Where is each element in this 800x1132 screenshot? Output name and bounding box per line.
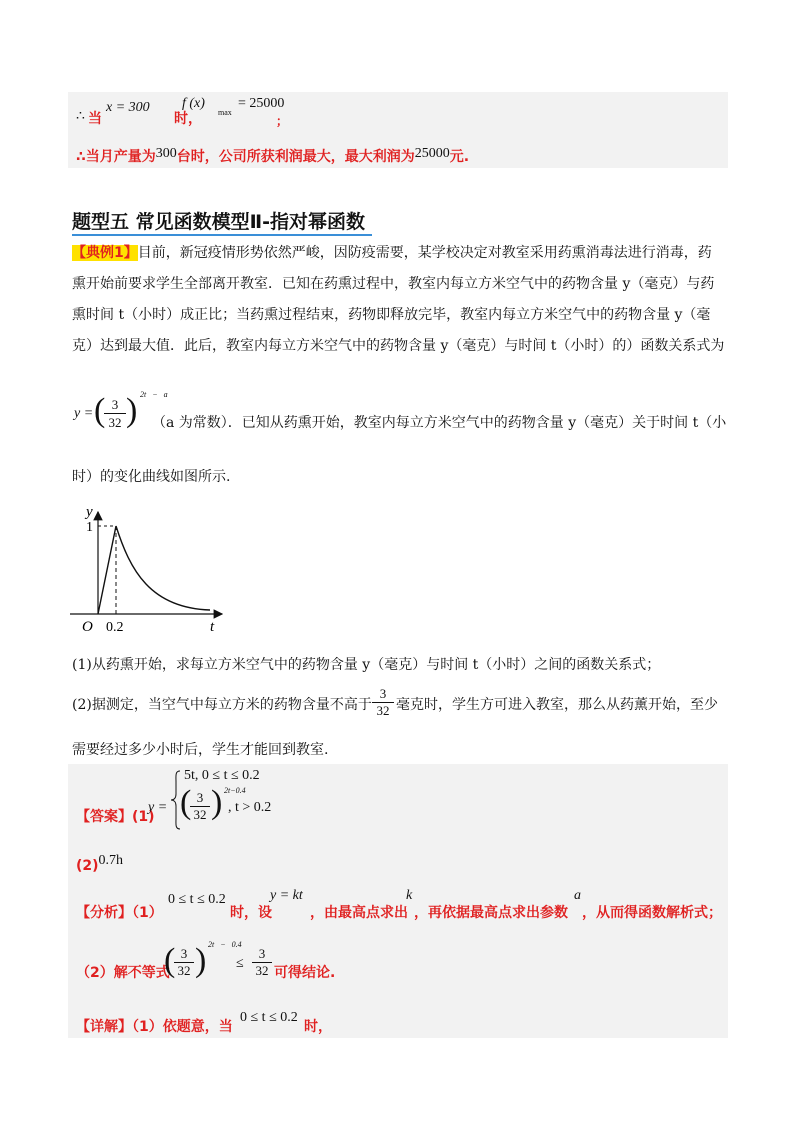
- q2-den: 32: [376, 703, 390, 718]
- case-2-fraction: [190, 790, 210, 823]
- q2-fraction: [372, 686, 394, 719]
- case-2-den: 32: [193, 807, 207, 822]
- decay-curve: [116, 526, 210, 610]
- question-1: (1)从药熏开始，求每立方米空气中的药物含量 y（毫克）与时间 t（小时）之间的函数关系式；: [72, 657, 661, 673]
- example-line5: （a 为常数）．已知从药熏开始，教室内每立方米空气中的药物含量 y（毫克）关于时间 t（小: [152, 415, 727, 431]
- q2-text-b: 毫克时，学生方可进入教室，那么从药薰开始，至少: [396, 697, 718, 713]
- formula-rparen: ): [126, 392, 138, 429]
- shi-text: 时，: [174, 111, 202, 127]
- peak-t-label: 0.2: [106, 620, 124, 635]
- analysis-label: 【分析】（1）: [76, 905, 163, 921]
- section-title: 题型五 常见函数模型Ⅱ-指对幂函数: [72, 211, 366, 233]
- example-formula: [72, 390, 168, 438]
- q2-num: 3: [372, 686, 394, 703]
- prev-answer-line1: [76, 96, 716, 130]
- when-text: 当: [88, 111, 102, 127]
- rise-segment: [98, 526, 116, 614]
- line2-text-2: 台时，公司所获利润最大，最大利润为: [176, 149, 415, 165]
- example-line4: 克）达到最大值．此后，教室内每立方米空气中的药物含量 y（毫克）与时间 t（小时）的）函数关系式为: [72, 338, 725, 354]
- ineq-den: 32: [177, 963, 191, 978]
- example-line6: 时）的变化曲线如图所示.: [72, 469, 231, 485]
- decay-graph: [70, 500, 230, 640]
- fmax-value: = 25000: [238, 96, 285, 111]
- analysis-k: k: [406, 888, 413, 903]
- line2-num-300: 300: [155, 146, 177, 161]
- semicolon: ；: [276, 114, 289, 128]
- formula-lparen: (: [94, 392, 106, 429]
- prev-answer-line2: [76, 146, 469, 166]
- example-line1: [72, 238, 732, 269]
- ineq-num: 3: [174, 946, 194, 963]
- detail-label: 【详解】（1）依题意，当: [76, 1019, 233, 1035]
- analysis-line2-end: 可得结论.: [274, 965, 336, 981]
- case-2-cond: , t > 0.2: [228, 800, 272, 815]
- case-2-rparen: ): [211, 784, 223, 821]
- fmax-f: f (x): [182, 96, 205, 111]
- q2-text-a: (2)据测定，当空气中每立方米的药物含量不高于: [72, 697, 372, 713]
- formula-lhs: y =: [74, 406, 94, 421]
- example-tag: 【典例1】: [72, 245, 138, 261]
- line2-num-25000: 25000: [414, 146, 450, 161]
- analysis-line2: [72, 940, 732, 990]
- fmax-sub: max: [218, 108, 232, 117]
- peak-y-label: 1: [86, 520, 93, 535]
- detail-end: 时，: [304, 1019, 332, 1035]
- formula-fraction: [104, 396, 126, 431]
- line2-text-3: 元.: [449, 149, 470, 165]
- detail-cond: 0 ≤ t ≤ 0.2: [240, 1010, 298, 1025]
- case-2-lparen: (: [180, 784, 192, 821]
- answer-part1: [72, 766, 372, 832]
- ineq-rfraction: [252, 946, 272, 979]
- answer-part2-value: 0.7h: [98, 853, 124, 868]
- analysis-t2: ，由最高点求出: [310, 905, 408, 921]
- origin-label: O: [82, 619, 93, 635]
- answer-part2: [76, 853, 124, 875]
- answer-part2-label: (2): [76, 858, 99, 874]
- question-2-line1: [72, 686, 732, 726]
- line2-text-1: ∴当月产量为: [76, 149, 156, 165]
- t-axis-label: t: [210, 619, 215, 635]
- formula-num: 3: [104, 396, 126, 414]
- analysis-cond: 0 ≤ t ≤ 0.2: [168, 892, 226, 907]
- answer-label: 【答案】(1): [76, 809, 155, 825]
- analysis-model: y = kt: [270, 888, 303, 903]
- analysis-t1: 时，设: [230, 905, 272, 921]
- x-value: x = 300: [106, 100, 150, 115]
- case-2-exp: 2t−0.4: [224, 786, 246, 795]
- detail-line: [72, 1008, 732, 1038]
- analysis-a: a: [574, 888, 581, 903]
- question-2-line2: 需要经过多少小时后，学生才能回到教室.: [72, 742, 329, 758]
- answer-y-eq: y =: [148, 800, 168, 815]
- formula-exp: 2t − a: [140, 390, 168, 399]
- section-title-underline: [72, 234, 372, 236]
- ineq-exp: 2t − 0.4: [208, 940, 242, 949]
- analysis-t3: ，再依据最高点求出参数: [414, 905, 568, 921]
- ineq-rnum: 3: [252, 946, 272, 963]
- ineq-le: ≤: [236, 956, 244, 971]
- example-line3: 熏时间 t（小时）成正比；当药熏过程结束，药物即释放完毕，教室内每立方米空气中的药物含量 y（毫: [72, 307, 711, 323]
- formula-den: 32: [108, 415, 122, 430]
- ineq-lparen: (: [164, 942, 176, 979]
- analysis-line2-label: （2）解不等式: [76, 965, 170, 981]
- ineq-rparen: ): [195, 942, 207, 979]
- analysis-t4: ，从而得函数解析式；: [582, 905, 722, 921]
- example-line2: 熏开始前要求学生全部离开教室．已知在药熏过程中，教室内每立方米空气中的药物含量 y（毫克）与药: [72, 276, 715, 292]
- case-1: 5t, 0 ≤ t ≤ 0.2: [184, 768, 260, 783]
- therefore-symbol: ∴: [76, 109, 85, 124]
- y-axis-label: y: [86, 504, 93, 520]
- case-2-num: 3: [190, 790, 210, 807]
- example-text-1: 目前，新冠疫情形势依然严峻，因防疫需要，某学校决定对教室采用药熏消毒法进行消毒，药: [137, 245, 712, 261]
- analysis-line1: [72, 888, 732, 928]
- ineq-rden: 32: [255, 963, 269, 978]
- ineq-fraction: [174, 946, 194, 979]
